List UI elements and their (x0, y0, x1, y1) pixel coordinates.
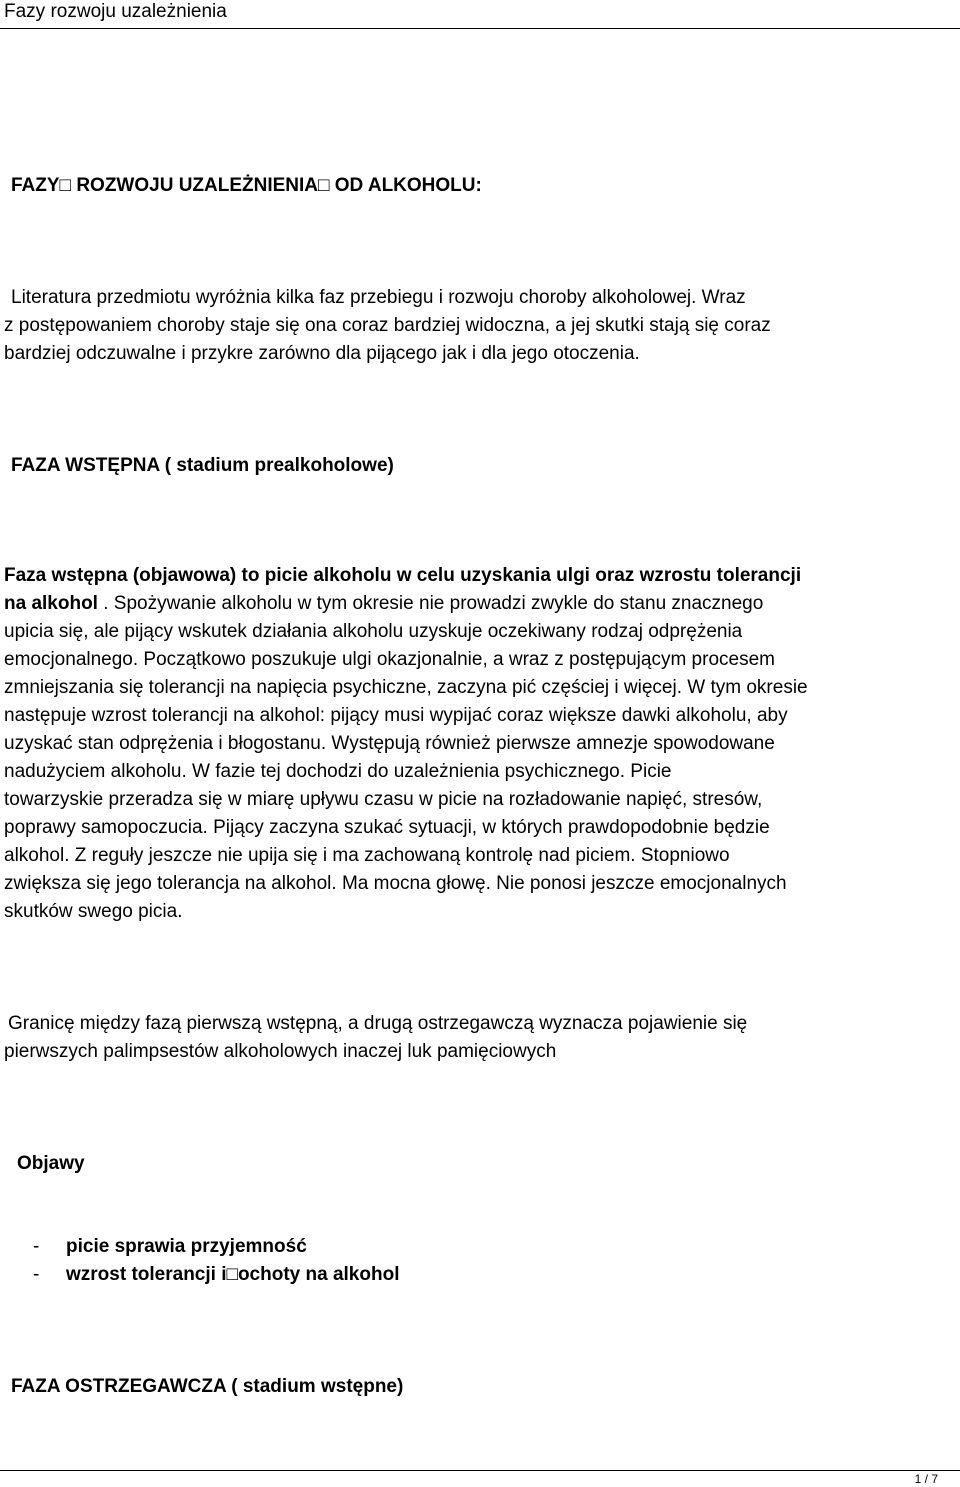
paragraph-lead-line: Faza wstępna (objawowa) to picie alkoholu w celu uzyskania ulgi oraz wzrostu tolerancji (4, 565, 802, 586)
list-item (33, 1261, 399, 1289)
paragraph-line: uzyskać stan odprężenia i błogostanu. Występują również pierwsze amnezje spowodowane (4, 733, 775, 754)
intro-line: Literatura przedmiotu wyróżnia kilka faz przebiegu i rozwoju choroby alkoholowej. Wraz (11, 287, 746, 308)
intro-paragraph (4, 284, 954, 368)
list-dash: - (33, 1236, 40, 1257)
section-heading-warning-phase: FAZA OSTRZEGAWCZA ( stadium wstępne) (11, 1376, 404, 1397)
list-dash: - (33, 1264, 40, 1285)
document-title: Fazy rozwoju uzależnienia (4, 1, 227, 22)
document-header (0, 0, 960, 29)
paragraph-line: alkohol. Z reguły jeszcze nie upija się i ma zachowaną kontrolę nad piciem. Stopniowo (4, 845, 730, 866)
main-heading: FAZY□ ROZWOJU UZALEŻNIENIA□ OD ALKOHOLU: (11, 175, 482, 196)
paragraph-line: skutków swego picia. (4, 901, 183, 922)
list-item-text: wzrost tolerancji i□ochoty na alkohol (66, 1264, 400, 1285)
paragraph-line: emocjonalnego. Początkowo poszukuje ulgi okazjonalnie, a wraz z postępującym procesem (4, 649, 775, 670)
paragraph-line: upicia się, ale pijący wskutek działania alkoholu uzyskuje oczekiwany rodzaj odprężenia (4, 621, 743, 642)
paragraph-line: . Spożywanie alkoholu w tym okresie nie prowadzi zwykle do stanu znacznego (97, 593, 764, 614)
paragraph-line: towarzyskie przeradza się w miarę upływu czasu w picie na rozładowanie napięć, stresów, (4, 789, 763, 810)
section-heading-initial-phase: FAZA WSTĘPNA ( stadium prealkoholowe) (11, 455, 394, 476)
boundary-line: Granicę między fazą pierwszą wstępną, a drugą ostrzegawczą wyznacza pojawienie się (8, 1013, 748, 1034)
paragraph-lead-line: na alkohol (4, 593, 98, 614)
paragraph-line: następuje wzrost tolerancji na alkohol: pijący musi wypijać coraz większe dawki alkoholu, aby (4, 705, 788, 726)
intro-line: bardziej odczuwalne i przykre zarówno dla pijącego jak i dla jego otoczenia. (4, 343, 640, 364)
footer-divider (0, 1470, 960, 1471)
paragraph-line: nadużyciem alkoholu. W fazie tej dochodzi do uzależnienia psychicznego. Picie (4, 761, 672, 782)
paragraph-line: poprawy samopoczucia. Pijący zaczyna szukać sytuacji, w których prawdopodobnie będzie (4, 817, 770, 838)
paragraph-line: zwiększa się jego tolerancja na alkohol. Ma mocna głowę. Nie ponosi jeszcze emocjonalnych (4, 873, 787, 894)
intro-line: z postępowaniem choroby staje się ona coraz bardziej widoczna, a jej skutki stają się coraz (4, 315, 771, 336)
symptoms-list (33, 1233, 399, 1289)
initial-phase-paragraph (4, 562, 954, 926)
symptoms-heading: Objawy (17, 1153, 85, 1174)
page-indicator: 1 / 7 (914, 1472, 938, 1486)
list-item (33, 1233, 399, 1261)
list-item-text: picie sprawia przyjemność (66, 1236, 307, 1257)
boundary-line: pierwszych palimpsestów alkoholowych inaczej luk pamięciowych (4, 1041, 557, 1062)
boundary-paragraph (4, 1010, 954, 1066)
paragraph-line: zmniejszania się tolerancji na napięcia psychiczne, zaczyna pić częściej i więcej. W tym okresie (4, 677, 808, 698)
